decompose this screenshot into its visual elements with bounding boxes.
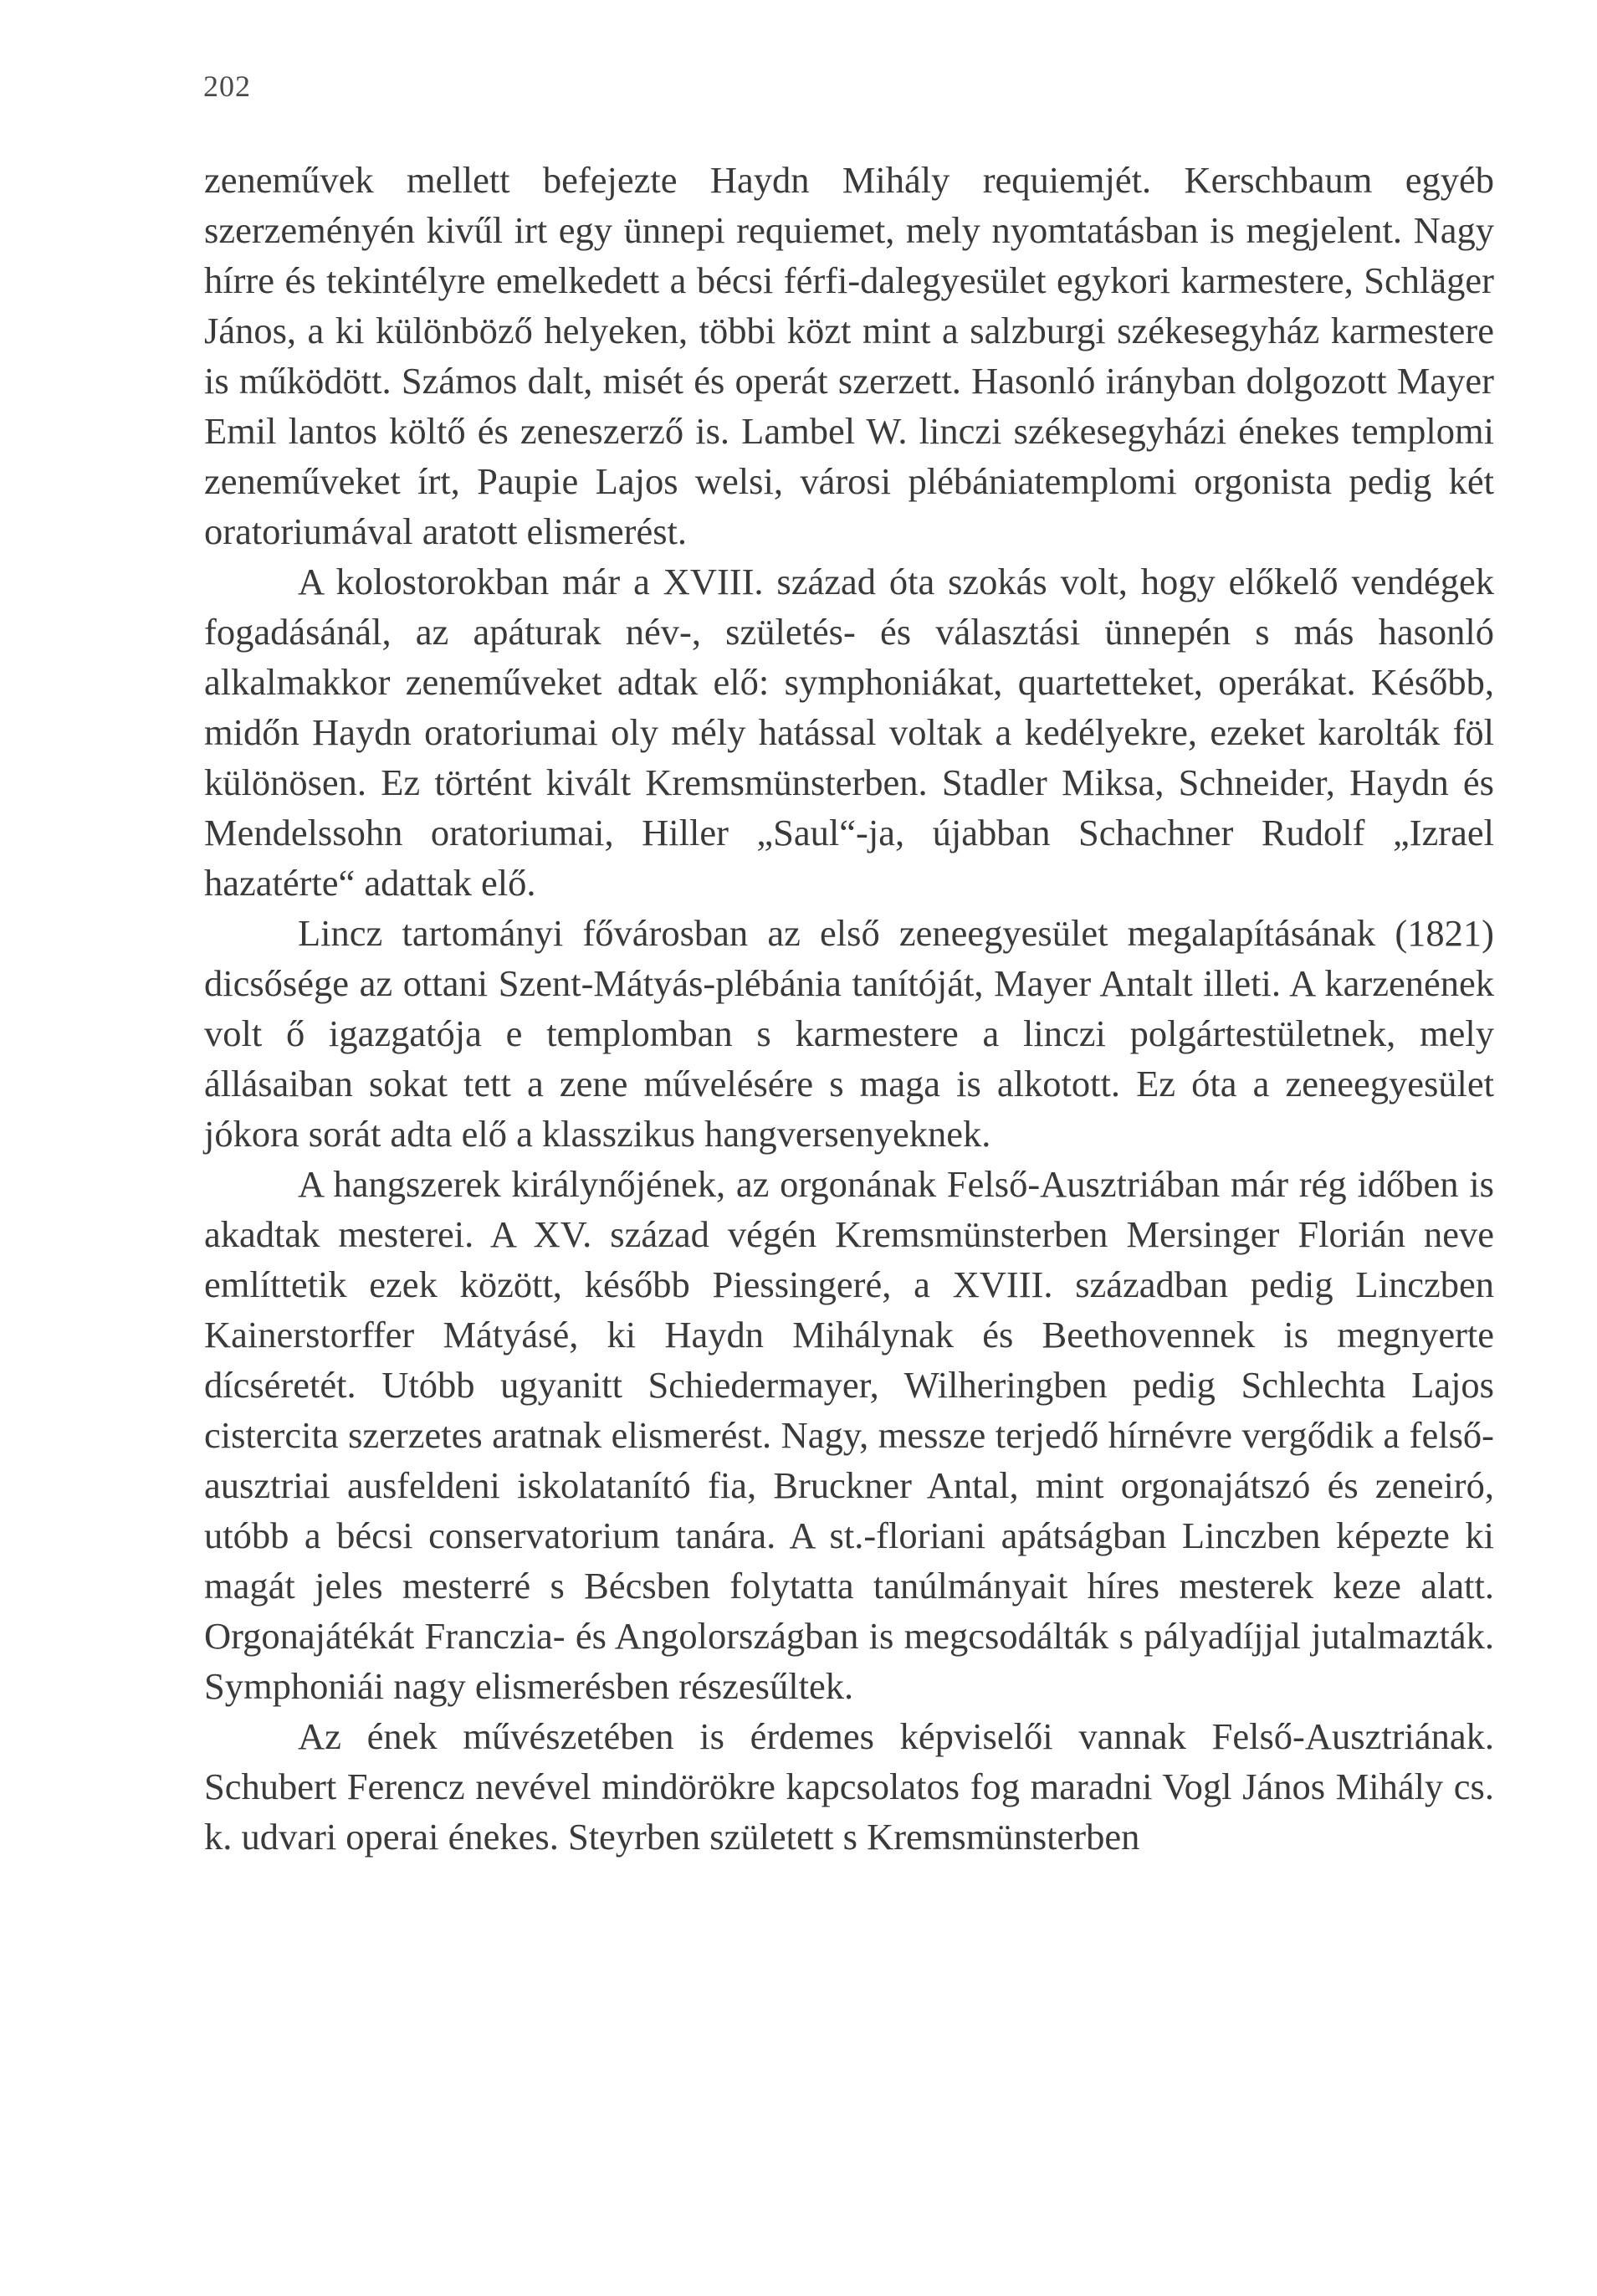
body-text [204,155,1494,1862]
paragraph-3: Lincz tartományi fővárosban az első zeneegyesület megalapításának (1821) dicsősége az ottani Szent-Mátyás-plébánia tanítóját, Mayer Antalt illeti. A karzenének volt ő igazgatója e templomban s karmestere a linczi polgártestületnek, mely állásaiban sokat tett a zene művelésére s maga is alkotott. Ez óta a zeneegyesület jókora sorát adta elő a klasszikus hangversenyeknek. [204,912,1494,1155]
paragraph-2: A kolostorokban már a XVIII. század óta szokás volt, hogy előkelő vendégek fogadásánál, az apáturak név-, születés- és választási ünnepén s más hasonló alkalmakkor zeneműveket adtak elő: symphoniákat, quartetteket, operákat. Később, midőn Haydn oratoriumai oly mély hatással voltak a kedélyekre, ezeket karolták föl különösen. Ez történt kivált Kremsmünsterben. Stadler Miksa, Schneider, Haydn és Mendelssohn oratoriumai, Hiller „Saul“-ja, újabban Schachner Rudolf „Izrael hazatérte“ adattak elő. [204,561,1494,904]
paragraph-5: Az ének művészetében is érdemes képviselői vannak Felső-Ausztriának. Schubert Ferencz nevével mindörökre kapcsolatos fog maradni Vogl János Mihály cs. k. udvari operai énekes. Steyrben született s Kremsmünsterben [204,1715,1494,1858]
page-number: 202 [203,69,251,103]
paragraph-1: zeneművek mellett befejezte Haydn Mihály requiemjét. Kerschbaum egyéb szerzeményén kivűl irt egy ünnepi requiemet, mely nyomtatásban is megjelent. Nagy hírre és tekintélyre emelkedett a bécsi férfi-dalegyesület egykori karmestere, Schläger János, a ki különböző helyeken, többi közt mint a salzburgi székesegyház karmestere is működött. Számos dalt, misét és operát szerzett. Hasonló irányban dolgozott Mayer Emil lantos költő és zeneszerző is. Lambel W. linczi székesegyházi énekes templomi zeneműveket írt, Paupie Lajos welsi, városi plébániatemplomi orgonista pedig két oratoriumával aratott elismerést. [204,159,1494,552]
paragraph-4: A hangszerek királynőjének, az orgonának Felső-Ausztriában már rég időben is akadtak mesterei. A XV. század végén Kremsmünsterben Mersinger Florián neve említtetik ezek között, később Piessingeré, a XVIII. században pedig Linczben Kainerstorffer Mátyásé, ki Haydn Mihálynak és Beethovennek is megnyerte dícséretét. Utóbb ugyanitt Schiedermayer, Wilheringben pedig Schlechta Lajos cistercita szerzetes aratnak elismerést. Nagy, messze terjedő hírnévre vergődik a felső-ausztriai ausfeldeni iskolatanító fia, Bruckner Antal, mint orgonajátszó és zeneiró, utóbb a bécsi conservatorium tanára. A st.-floriani apátságban Linczben képezte ki magát jeles mesterré s Bécsben folytatta tanúlmányait híres mesterek keze alatt. Orgonajátékát Francziа- és Angolországban is megcsodálták s pályadíjjal jutalmazták. Symphoniái nagy elismerésben részesűltek. [204,1163,1494,1707]
